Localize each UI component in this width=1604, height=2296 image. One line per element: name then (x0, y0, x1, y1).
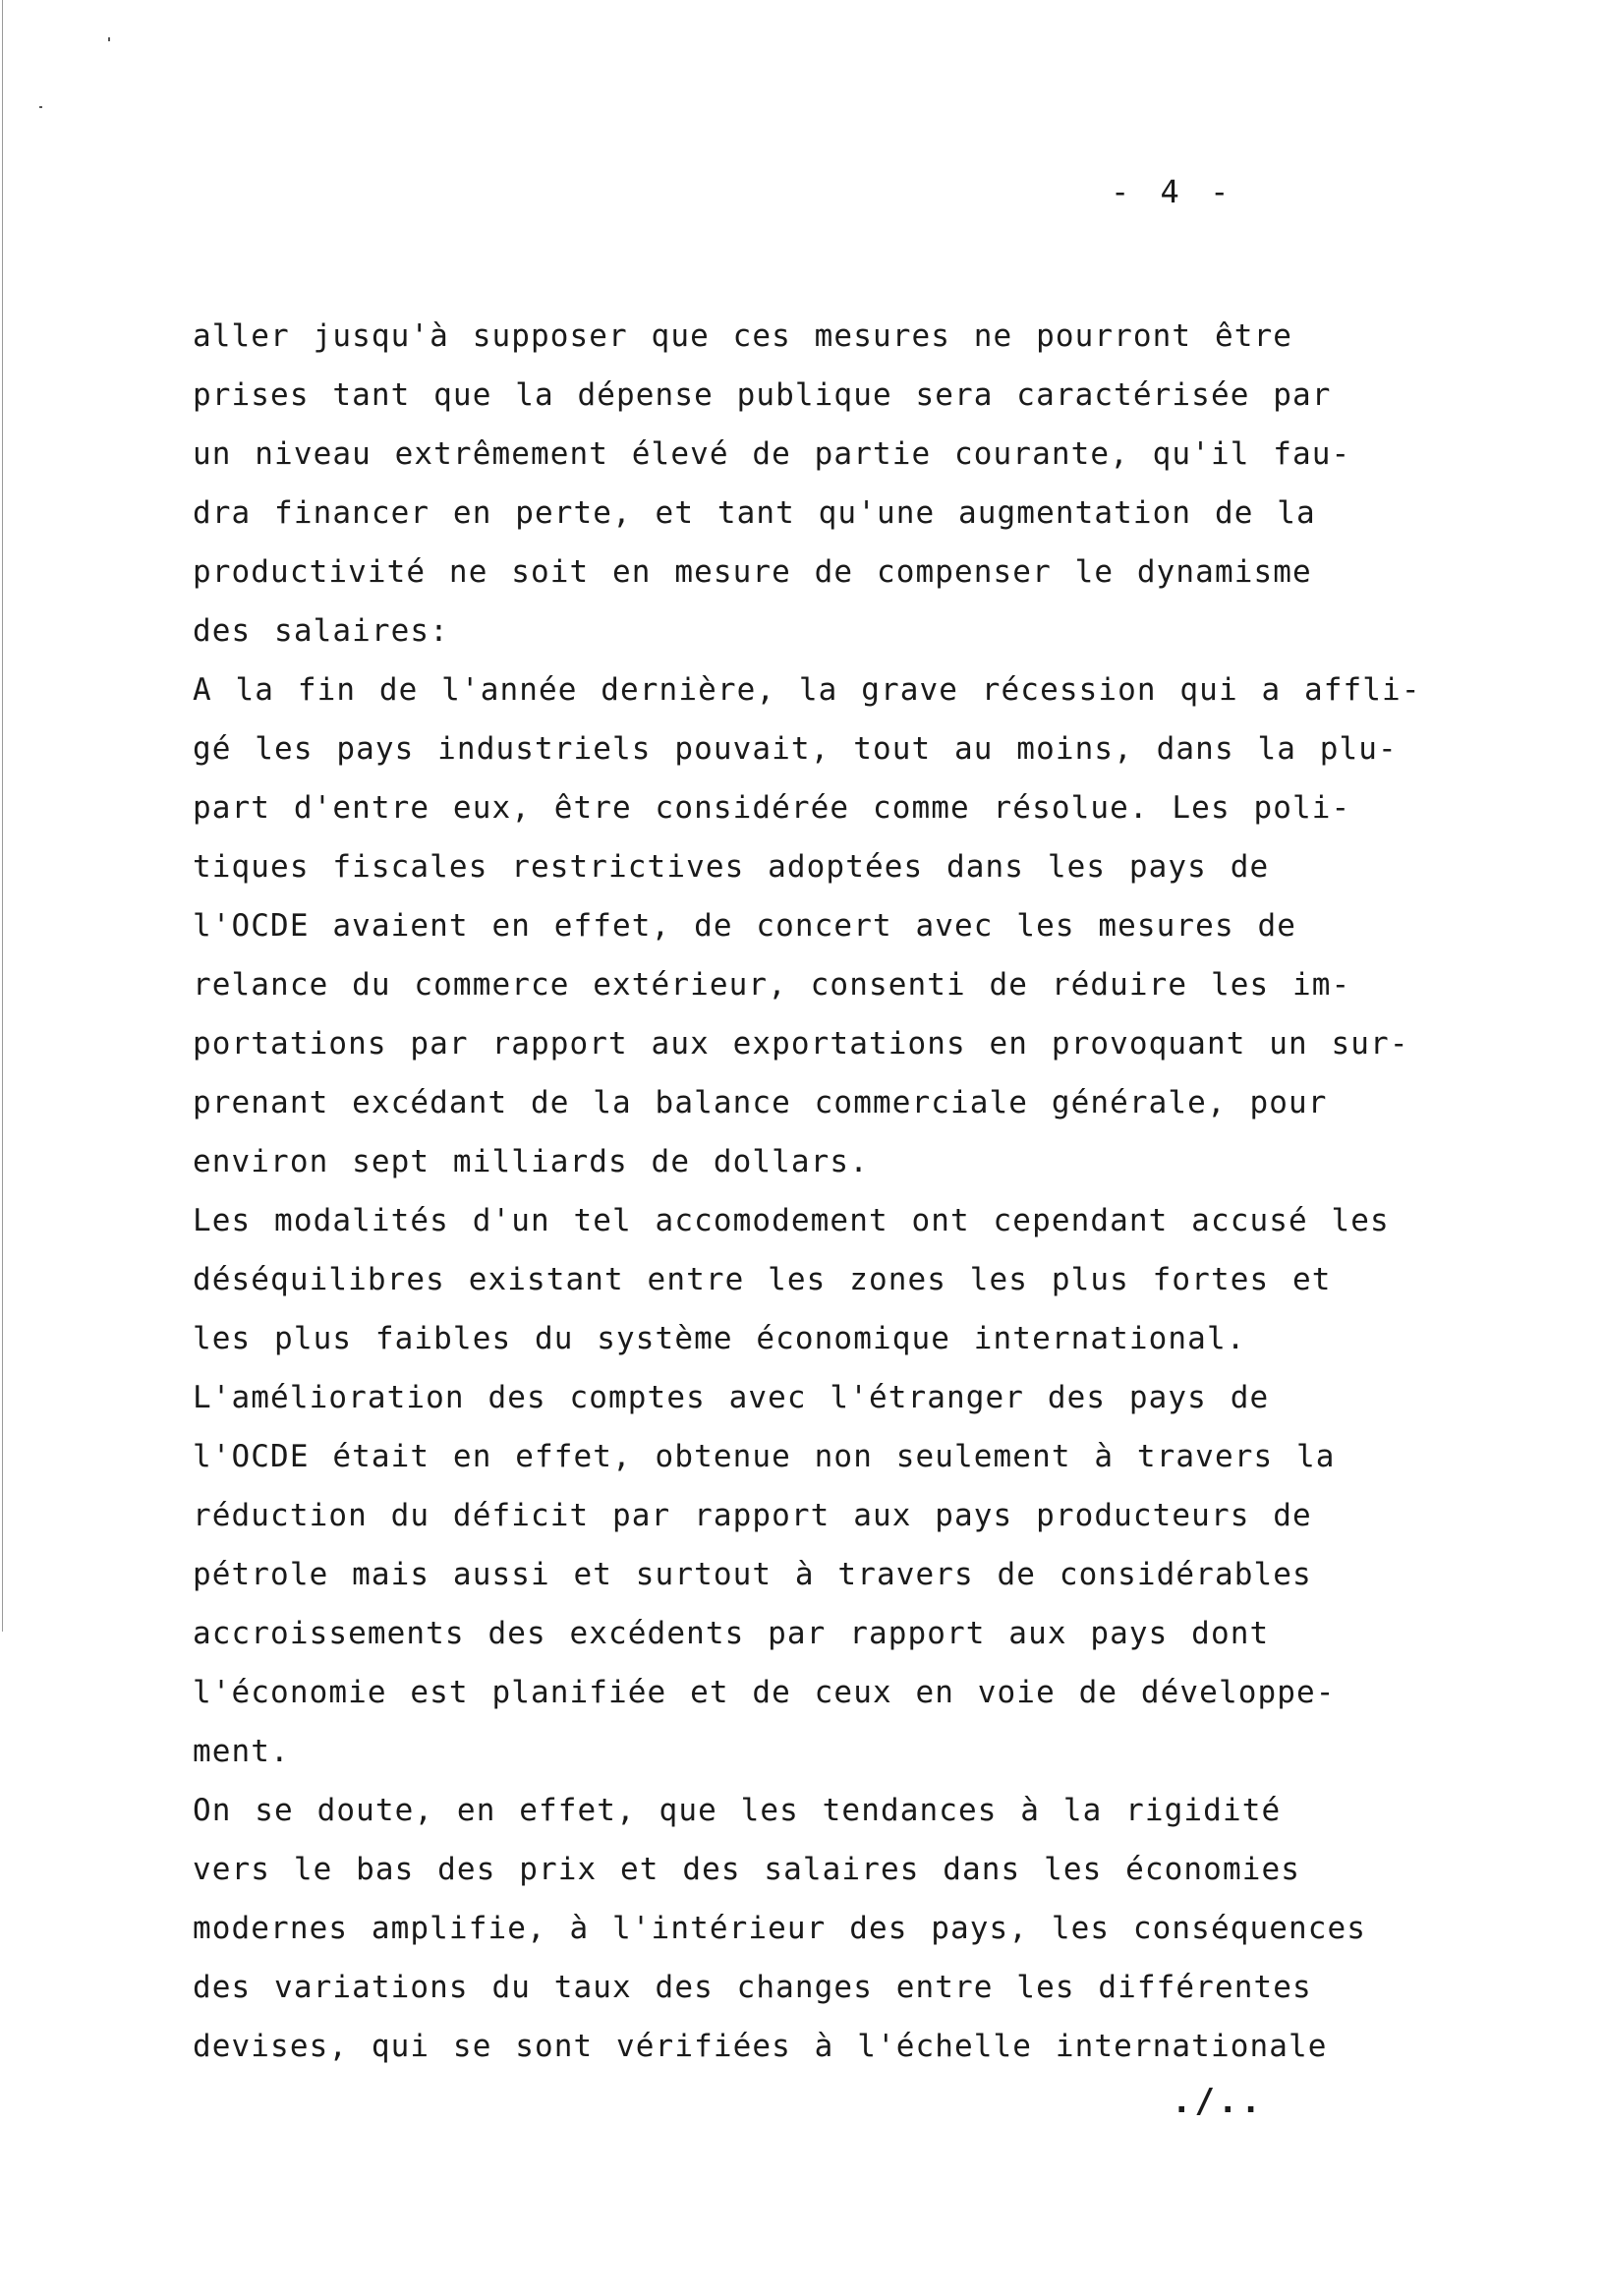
text-line: réduction du déficit par rapport aux pays producteurs de (193, 1498, 1312, 1533)
text-line: portations par rapport aux exportations en provoquant un sur- (193, 1026, 1409, 1062)
text-line: un niveau extrêmement élevé de partie courante, qu'il fau- (193, 436, 1351, 472)
scan-speck (108, 37, 110, 41)
text-line: devises, qui se sont vérifiées à l'échelle internationale (193, 2029, 1328, 2064)
text-line: l'économie est planifiée et de ceux en voie de développe- (193, 1675, 1336, 1710)
text-line: dra financer en perte, et tant qu'une augmentation de la (193, 495, 1316, 531)
text-line: déséquilibres existant entre les zones les plus fortes et (193, 1262, 1332, 1297)
text-line: gé les pays industriels pouvait, tout au moins, dans la plu- (193, 731, 1398, 767)
text-line: On se doute, en effet, que les tendances à la rigidité (193, 1793, 1282, 1828)
text-line: modernes amplifie, à l'intérieur des pays, les conséquences (193, 1911, 1367, 1946)
text-line: des variations du taux des changes entre les différentes (193, 1970, 1312, 2005)
page-edge-rule (2, 0, 3, 1632)
text-line: part d'entre eux, être considérée comme résolue. Les poli- (193, 790, 1351, 826)
text-line: prenant excédant de la balance commerciale générale, pour (193, 1085, 1328, 1120)
scan-speck (39, 106, 42, 108)
text-line: relance du commerce extérieur, consenti de réduire les im- (193, 967, 1351, 1003)
text-line: A la fin de l'année dernière, la grave récession qui a affli- (193, 672, 1421, 708)
text-line: aller jusqu'à supposer que ces mesures ne pourront être (193, 318, 1292, 354)
text-line: Les modalités d'un tel accomodement ont cependant accusé les (193, 1203, 1390, 1238)
text-line: L'amélioration des comptes avec l'étranger des pays de (193, 1380, 1270, 1415)
body-text (193, 307, 1421, 2076)
text-line: les plus faibles du système économique international. (193, 1321, 1246, 1356)
text-line: pétrole mais aussi et surtout à travers de considérables (193, 1557, 1312, 1592)
text-line: ment. (193, 1734, 290, 1769)
text-line: des salaires: (193, 613, 449, 649)
text-line: environ sept milliards de dollars. (193, 1144, 869, 1179)
text-line: l'OCDE était en effet, obtenue non seulement à travers la (193, 1439, 1336, 1474)
text-line: accroissements des excédents par rapport aux pays dont (193, 1616, 1270, 1651)
continuation-mark: ./.. (1172, 2082, 1264, 2121)
page-number: - 4 - (1111, 173, 1235, 210)
text-line: vers le bas des prix et des salaires dans les économies (193, 1852, 1300, 1887)
text-line: productivité ne soit en mesure de compenser le dynamisme (193, 554, 1312, 590)
text-line: l'OCDE avaient en effet, de concert avec les mesures de (193, 908, 1296, 944)
text-line: prises tant que la dépense publique sera caractérisée par (193, 377, 1332, 413)
text-line: tiques fiscales restrictives adoptées dans les pays de (193, 849, 1270, 885)
